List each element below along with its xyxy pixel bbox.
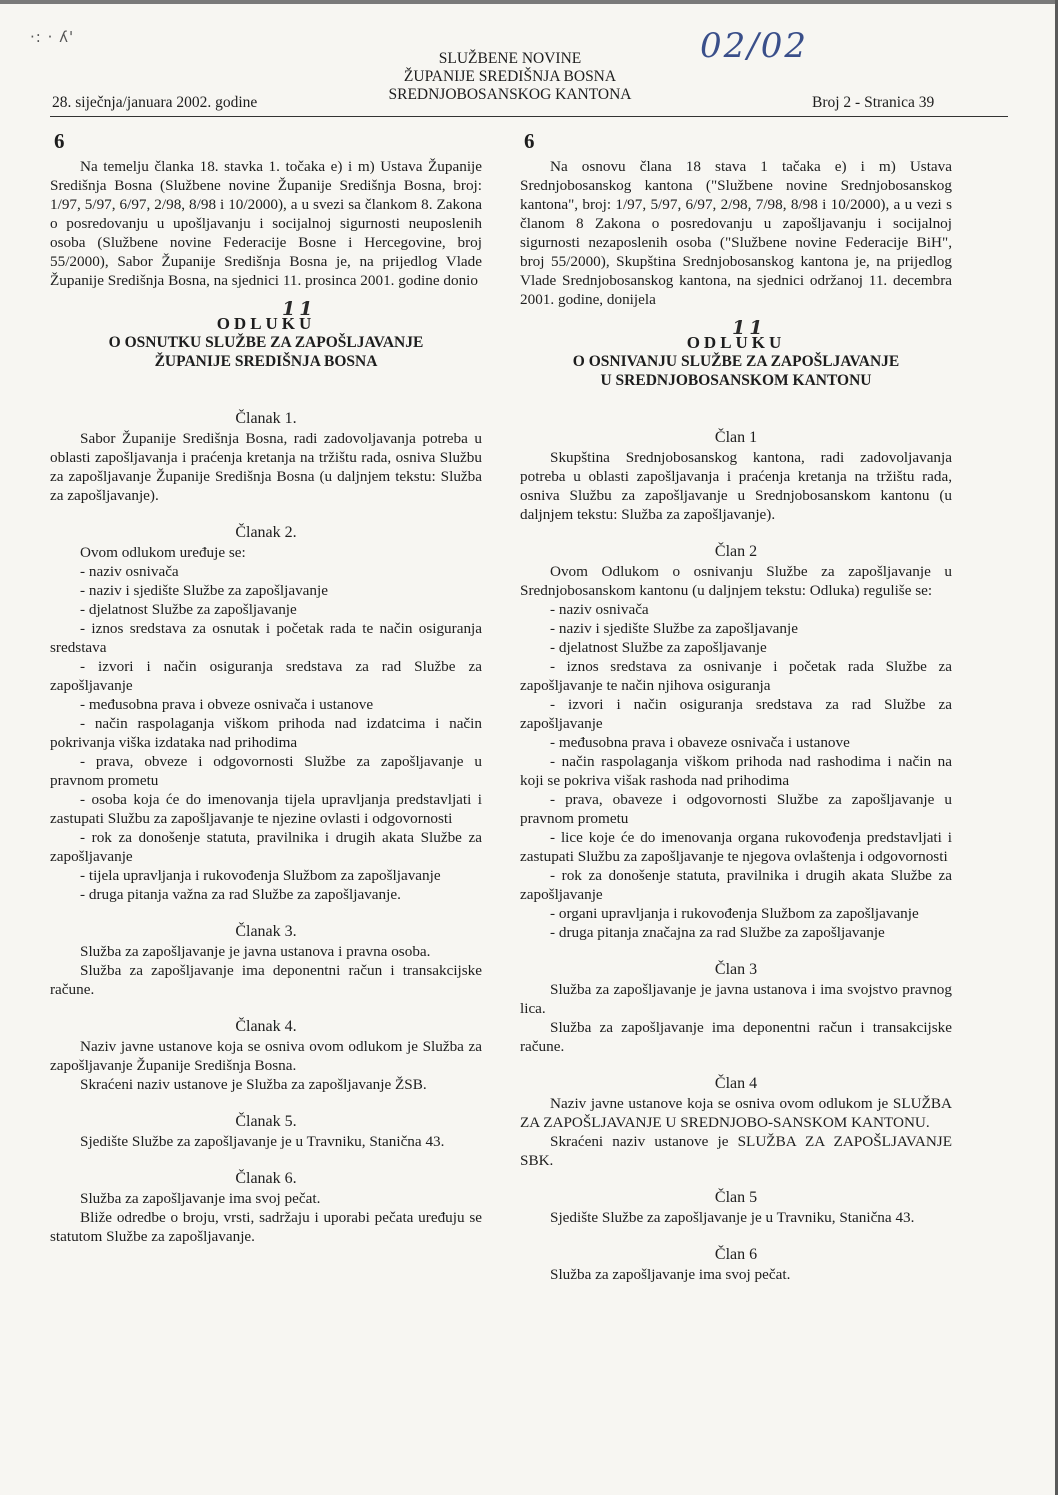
left-column-croatian xyxy=(50,129,482,1246)
article-4-para-1: Naziv javne ustanove koja se osniva ovom odlukom je SLUŽBA ZA ZAPOŠLJAVANJE U SREDNJOBO-SANSKOM KANTONU. xyxy=(520,1095,952,1131)
article-6-para-1: Služba za zapošljavanje ima svoj pečat. xyxy=(80,1190,321,1207)
list-item: - tijela upravljanja i rukovođenja Službom za zapošljavanje xyxy=(80,867,441,884)
list-item: - organi upravljanja i rukovođenja Službom za zapošljavanje xyxy=(550,905,919,922)
handwritten-mark: 11 xyxy=(282,298,317,320)
article-5-para-1: Sjedište Službe za zapošljavanje je u Travniku, Stanična 43. xyxy=(550,1209,915,1226)
article-3-heading: Članak 3. xyxy=(235,923,297,940)
article-4-para-2: Skraćeni naziv ustanove je Služba za zapošljavanje ŽSB. xyxy=(80,1076,427,1093)
article-3-para-1: Služba za zapošljavanje je javna ustanova i pravna osoba. xyxy=(80,943,431,960)
article-1-heading: Član 1 xyxy=(714,429,758,446)
masthead-line-3: SREDNJOBOSANSKOG KANTONA xyxy=(388,86,632,103)
list-item: - izvori i način osiguranja sredstava za rad Službe za zapošljavanje xyxy=(50,658,482,694)
list-item: - prava, obveze i odgovornosti Službe za zapošljavanje u pravnom prometu xyxy=(50,753,482,789)
handwritten-reference: 02/02 xyxy=(700,26,808,66)
list-item: - iznos sredstava za osnivanje i početak rada Službe za zapošljavanje te način njihova osiguranja xyxy=(520,658,952,694)
article-5-heading: Članak 5. xyxy=(235,1113,297,1130)
article-3-para-2: Služba za zapošljavanje ima deponentni račun i transakcijske račune. xyxy=(520,1019,952,1055)
right-column-bosnian xyxy=(520,129,952,1284)
decision-title xyxy=(50,298,482,333)
preamble: Na osnovu člana 18 stava 1 tačaka e) i m) Ustava Srednjobosanskog kantona ("Službene novine Srednjobosanskog kantona", broj: 1/97, 5/97, 6/97, 2/98, 7/98, 8/98 i 10/2000), a u vezi s članom 8 Zakona o posredovanju u zapošljavanju i socijalnoj sigurnosti nezaposlenih osoba ("Službene novine Federacije BiH", broj 55/2000), Skupština Srednjobosanskog kantona je, na prijedlog Vlade Srednjobosanskog kantona, na sjednici održanoj 11. decembra 2001. godine, donijela xyxy=(520,158,952,308)
issue-page-number: Broj 2 - Stranica 39 xyxy=(812,94,935,111)
list-item: - naziv osnivača xyxy=(550,601,649,618)
list-item: - iznos sredstava za osnutak i početak rada te način osiguranja sredstava xyxy=(50,620,482,656)
list-item: - međusobna prava i obveze osnivača i ustanove xyxy=(80,696,374,713)
article-3-para-1: Služba za zapošljavanje je javna ustanova i ima svojstvo pravnog lica. xyxy=(520,981,952,1017)
list-item: - izvori i način osiguranja sredstava za rad Službe za zapošljavanje xyxy=(520,696,952,732)
list-item: - lice koje će do imenovanja organa rukovođenja predstavljati i zastupati Službu za zapošljavanje te njegova ovlaštenja i odgovornosti xyxy=(520,829,952,865)
masthead-line-1: SLUŽBENE NOVINE xyxy=(438,50,582,67)
decision-subtitle-2: U SREDNJOBOSANSKOM KANTONU xyxy=(600,372,872,389)
article-6-para-2: Bliže odredbe o broju, vrsti, sadržaju i uporabi pečata uređuju se statutom Službe za zapošljavanje. xyxy=(50,1209,482,1245)
article-4-heading: Član 4 xyxy=(714,1075,758,1092)
section-number: 6 xyxy=(524,129,535,153)
list-item: - osoba koja će do imenovanja tijela upravljanja predstavljati i zastupati Službu za zapošljavanje te njezine ovlasti i odgovornosti xyxy=(50,791,482,827)
list-item: - način raspolaganja viškom prihoda nad izdatcima i način pokrivanja viška izdataka nad prihodima xyxy=(50,715,482,751)
list-item: - naziv i sjedište Službe za zapošljavanje xyxy=(550,620,798,637)
article-5-para-1: Sjedište Službe za zapošljavanje je u Travniku, Stanična 43. xyxy=(80,1133,445,1150)
decision-title-text: ODLUKU xyxy=(216,314,316,333)
header-divider xyxy=(50,116,1008,117)
decision-heading xyxy=(50,298,482,371)
article-5-heading: Član 5 xyxy=(714,1189,758,1206)
article-6-para-1: Služba za zapošljavanje ima svoj pečat. xyxy=(550,1266,791,1283)
article-2-heading: Član 2 xyxy=(714,543,758,560)
article-6-heading: Članak 6. xyxy=(235,1170,297,1187)
article-4-heading: Članak 4. xyxy=(235,1018,297,1035)
masthead-line-2: ŽUPANIJE SREDIŠNJA BOSNA xyxy=(403,68,617,85)
section-number: 6 xyxy=(54,129,65,153)
article-6-heading: Član 6 xyxy=(714,1246,758,1263)
list-item: - djelatnost Službe za zapošljavanje xyxy=(80,601,297,618)
article-3-heading: Član 3 xyxy=(714,961,758,978)
decision-heading xyxy=(520,317,952,390)
list-item: - prava, obaveze i odgovornosti Službe za zapošljavanje u pravnom prometu xyxy=(520,791,952,827)
article-4-para-1: Naziv javne ustanove koja se osniva ovom odlukom je Služba za zapošljavanje Županije Središnja Bosna. xyxy=(50,1038,482,1074)
article-2-intro: Ovom Odlukom o osnivanju Službe za zapošljavanje u Srednjobosanskom kantonu (u daljnjem tekstu: Odluka) reguliše se: xyxy=(520,563,952,599)
pencil-scribble: ·: · ʎ' xyxy=(30,28,75,46)
article-2-intro: Ovom odlukom uređuje se: xyxy=(80,544,246,561)
article-1-heading: Članak 1. xyxy=(235,410,297,427)
publication-masthead xyxy=(340,50,680,104)
issue-date: 28. siječnja/januara 2002. godine xyxy=(52,94,258,111)
article-2-heading: Članak 2. xyxy=(235,524,297,541)
list-item: - rok za donošenje statuta, pravilnika i drugih akata Službe za zapošljavanje xyxy=(520,867,952,903)
list-item: - djelatnost Službe za zapošljavanje xyxy=(550,639,767,656)
article-1-text: Skupština Srednjobosanskog kantona, radi zadovoljavanja potreba u oblasti zapošljavanja i praćenja kretanja na tržištu rada, osniva Službu za zapošljavanje u Srednjobosanskom kantonu (u daljnjem tekstu: Služba za zapošljavanje). xyxy=(520,449,952,523)
handwritten-mark: 11 xyxy=(732,317,767,339)
list-item: - naziv osnivača xyxy=(80,563,179,580)
list-item: - međusobna prava i obaveze osnivača i ustanove xyxy=(550,734,850,751)
article-1-text: Sabor Županije Središnja Bosna, radi zadovoljavanja potreba u oblasti zapošljavanja i praćenja kretanja na tržištu rada, osniva Službu za zapošljavanje Županije Središnja Bosna (u daljnjem tekstu: Služba za zapošljavanje). xyxy=(50,430,482,504)
decision-title xyxy=(520,317,952,352)
decision-subtitle-2: ŽUPANIJE SREDIŠNJA BOSNA xyxy=(154,353,378,370)
decision-subtitle-1: O OSNUTKU SLUŽBE ZA ZAPOŠLJAVANJE xyxy=(108,334,424,351)
list-item: - druga pitanja značajna za rad Službe za zapošljavanje xyxy=(550,924,885,941)
list-item: - rok za donošenje statuta, pravilnika i drugih akata Službe za zapošljavanje xyxy=(50,829,482,865)
article-3-para-2: Služba za zapošljavanje ima deponentni račun i transakcijske račune. xyxy=(50,962,482,998)
decision-title-text: ODLUKU xyxy=(686,333,786,352)
scan-edge-top xyxy=(0,0,1058,4)
article-4-para-2: Skraćeni naziv ustanove je SLUŽBA ZA ZAPOŠLJAVANJE SBK. xyxy=(520,1133,952,1169)
list-item: - druga pitanja važna za rad Službe za zapošljavanje. xyxy=(80,886,401,903)
preamble: Na temelju članka 18. stavka 1. točaka e) i m) Ustava Županije Središnja Bosna (Službene novine Županije Središnja Bosna, broj: 1/97, 5/97, 6/97, 2/98, 8/98 i 10/2000), a u svezi sa člankom 8. Zakona o posredovanju u upošljavanju i socijalnoj sigurnosti neuposlenih osoba (Službene novine Federacije Bosne i Hercegovine, broj 55/2000), Sabor Županije Središnja Bosna je, na prijedlog Vlade Županije Središnja Bosna, na sjednici 11. prosinca 2001. godine donio xyxy=(50,158,482,289)
decision-subtitle-1: O OSNIVANJU SLUŽBE ZA ZAPOŠLJAVANJE xyxy=(572,353,900,370)
list-item: - način raspolaganja viškom prihoda nad rashodima i način na koji se pokriva višak rashoda nad prihodima xyxy=(520,753,952,789)
list-item: - naziv i sjedište Službe za zapošljavanje xyxy=(80,582,328,599)
